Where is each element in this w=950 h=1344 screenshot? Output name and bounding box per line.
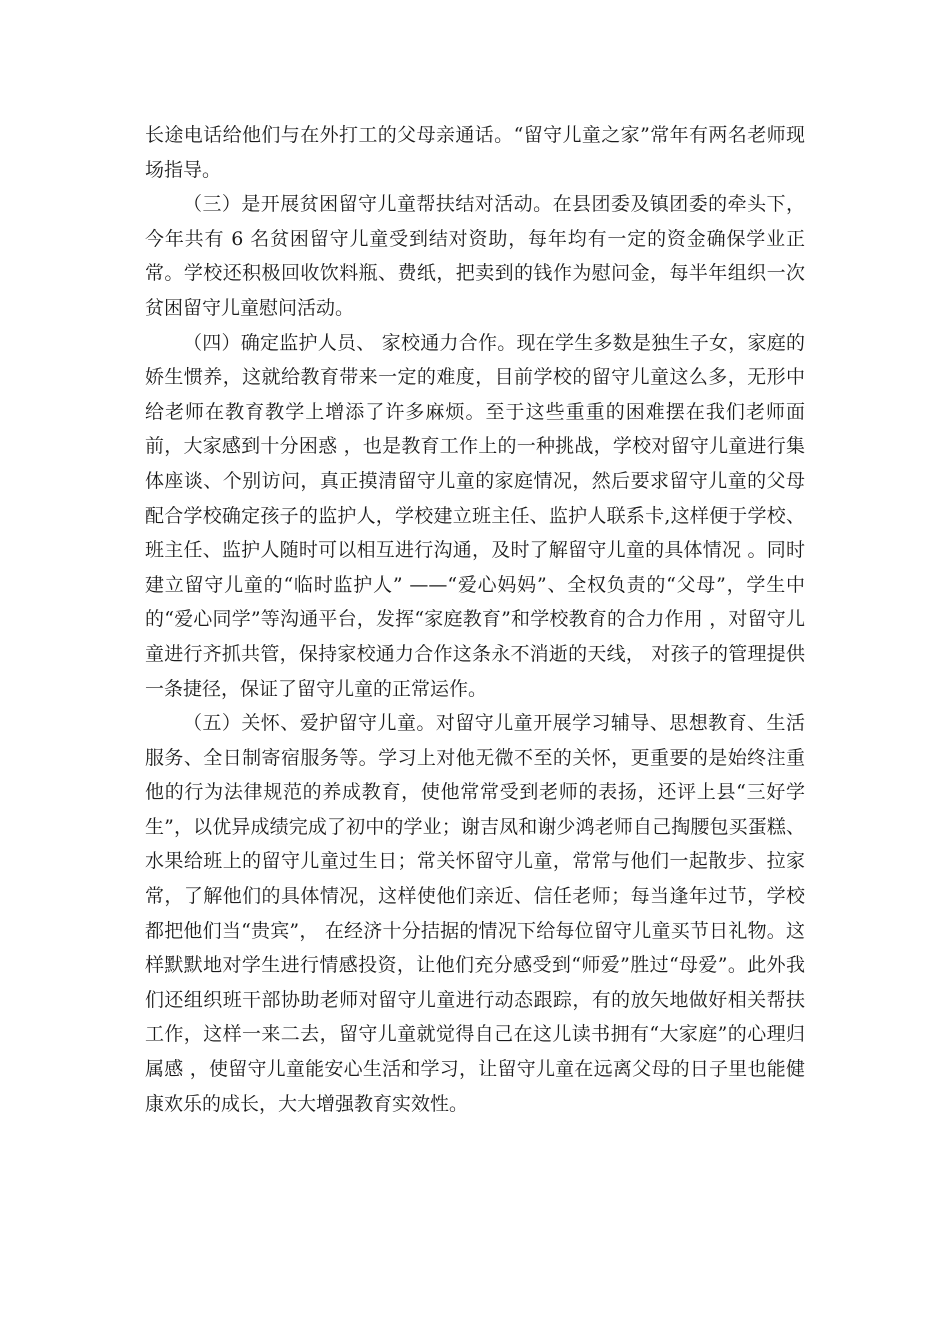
paragraph-continuation: 长途电话给他们与在外打工的父母亲通话。“留守儿童之家”常年有两名老师现场指导。 [145, 124, 805, 181]
paragraph-section-three: （三）是开展贫困留守儿童帮扶结对活动。在县团委及镇团委的牵头下，今年共有 6 名贫困留守儿童受到结对资助，每年均有一定的资金确保学业正常。学校还积极回收饮料瓶、费纸，把卖到的钱作为慰问金，每半年组织一次贫困留守儿童慰问活动。 [145, 193, 805, 319]
paragraph-section-four: （四）确定监护人员、 家校通力合作。现在学生多数是独生子女，家庭的娇生惯养，这就给教育带来一定的难度，目前学校的留守儿童这么多，无形中给老师在教育教学上增添了许多麻烦。至于这些重重的困难摆在我们老师面前，大家感到十分困惑 ，也是教育工作上的一种挑战，学校对留守儿童进行集体座谈、个别访问，真正摸清留守儿童的家庭情况，然后要求留守儿童的父母配合学校确定孩子的监护人，学校建立班主任、监护人联系卡,这样便于学校、班主任、监护人随时可以相互进行沟通，及时了解留守儿童的具体情况 。同时建立留守儿童的“临时监护人” ——“爱心妈妈”、全权负责的“父母”，学生中的“爱心同学”等沟通平台，发挥“家庭教育”和学校教育的合力作用 ，对留守儿童进行齐抓共管，保持家校通力合作这条永不消逝的天线， 对孩子的管理提供一条捷径，保证了留守儿童的正常运作。 [145, 331, 805, 700]
paragraph-section-five: （五）关怀、爱护留守儿童。对留守儿童开展学习辅导、思想教育、生活服务、全日制寄宿服务等。学习上对他无微不至的关怀，更重要的是始终注重他的行为法律规范的养成教育，使他常常受到老师的表扬，还评上县“三好学生”，以优异成绩完成了初中的学业；谢吉凤和谢少鸿老师自己掏腰包买蛋糕、水果给班上的留守儿童过生日；常关怀留守儿童，常常与他们一起散步、拉家常，了解他们的具体情况，这样使他们亲近、信任老师；每当逢年过节，学校都把他们当“贵宾”， 在经济十分拮据的情况下给每位留守儿童买节日礼物。这样默默地对学生进行情感投资，让他们充分感受到“师爱”胜过“母爱”。此外我们还组织班干部协助老师对留守儿童进行动态跟踪，有的放矢地做好相关帮扶工作，这样一来二去，留守儿童就觉得自己在这儿读书拥有“大家庭”的心理归属感 ，使留守儿童能安心生活和学习，让留守儿童在远离父母的日子里也能健康欢乐的成长，大大增强教育实效性。 [145, 712, 805, 1115]
document-body [145, 118, 805, 1121]
